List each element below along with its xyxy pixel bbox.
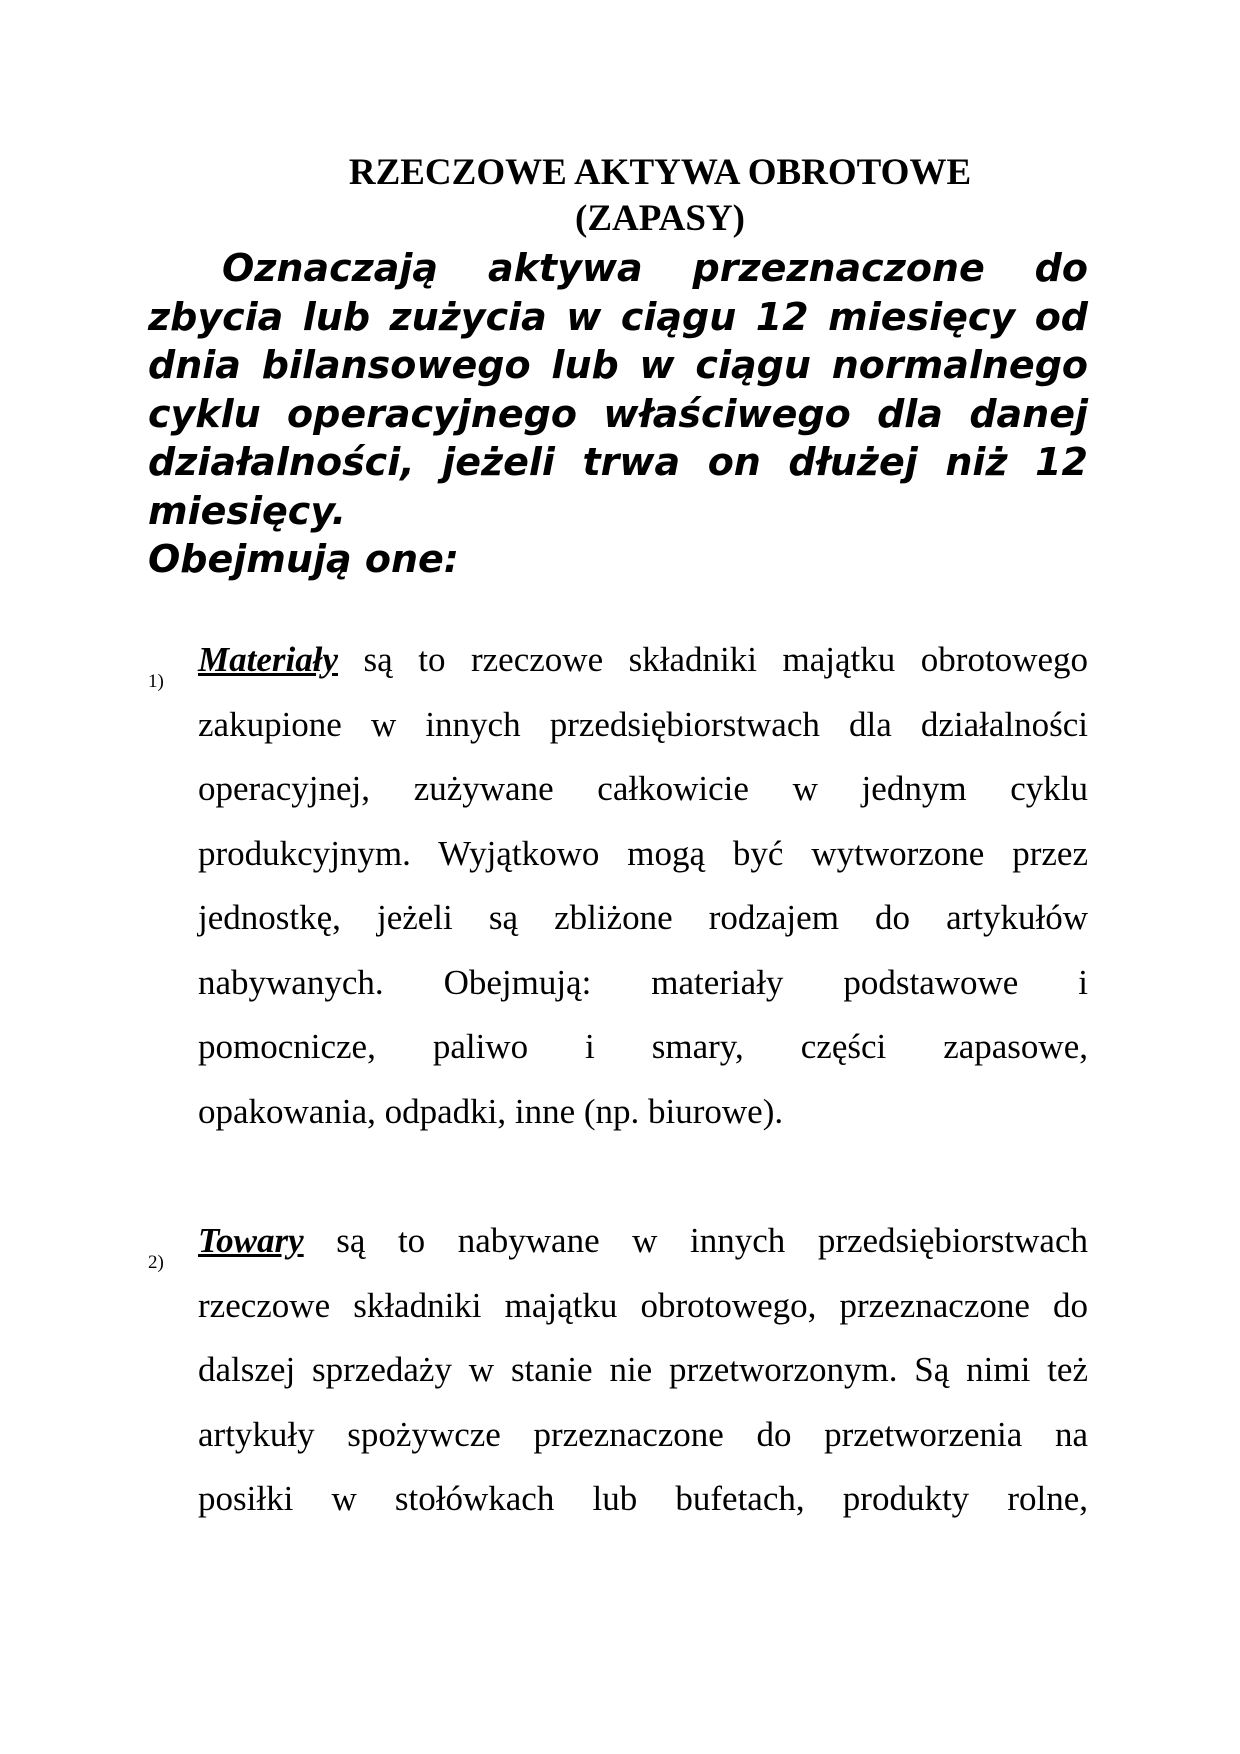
intro-line: od dnia bilansowego lub w ciągu — [148, 294, 1088, 387]
list-item-line — [198, 1209, 1088, 1274]
title-line-1: RZECZOWE AKTYWA OBROTOWE — [348, 152, 972, 193]
list-item-line: posiłki w stołówkach lub bufetach, produkty rolne, — [198, 1479, 1088, 1518]
list-item-number: 2) — [148, 1252, 164, 1273]
intro-line: zbycia lub zużycia w ciągu 12 miesięcy — [148, 294, 1016, 339]
list-item-line: nabywanych. Obejmują: materiały podstawowe i — [198, 962, 1088, 1002]
list-item-line: operacyjnej, zużywane całkowicie w jednym cyklu — [198, 769, 1088, 808]
intro-line: Oznaczają aktywa przeznaczone do — [222, 246, 1088, 290]
intro-paragraph — [148, 244, 1088, 584]
intro-line: właściwego dla danej działalności, — [148, 391, 1089, 484]
list-item-line: jednostkę, jeżeli są zbliżone rodzajem do artykułów — [198, 898, 1088, 937]
term-towary: Towary — [198, 1221, 304, 1260]
list-item-number: 1) — [148, 671, 164, 692]
list-item-line: pomocnicze, paliwo i smary, części zapasowe, — [198, 1027, 1088, 1066]
list-item-line — [198, 628, 1088, 693]
term-materialy: Materiały — [198, 640, 338, 679]
intro-line-last: Obejmują one: — [148, 537, 459, 581]
list-item-body — [198, 1209, 1088, 1532]
document-title — [280, 150, 1040, 242]
list-item-line: rzeczowe składniki majątku obrotowego, przeznaczone do — [198, 1285, 1088, 1325]
list-item-line: opakowania, odpadki, inne (np. biurowe). — [198, 1091, 784, 1131]
list-item-materialy — [148, 628, 1088, 1144]
list-item-line: zakupione w innych przedsiębiorstwach dla działalności — [198, 704, 1088, 744]
title-line-2: (ZAPASY) — [575, 198, 745, 239]
list-item-body — [198, 628, 1088, 1144]
intro-line: normalnego cyklu operacyjnego — [148, 343, 1089, 436]
intro-line: jeżeli trwa on dłużej niż 12 miesięcy. — [148, 440, 1088, 533]
list-item-text: są to nabywane w innych przedsiębiorstwach — [303, 1221, 1088, 1260]
list-item-towary — [148, 1209, 1088, 1532]
list-item-line: produkcyjnym. Wyjątkowo mogą być wytworzone przez — [198, 833, 1088, 873]
list-item-line: artykuły spożywcze przeznaczone do przetworzenia na — [198, 1414, 1088, 1454]
list-item-line: dalszej sprzedaży w stanie nie przetworzonym. Są nimi też — [198, 1350, 1088, 1389]
list-item-text: są to rzeczowe składniki majątku obrotowego — [337, 640, 1088, 679]
